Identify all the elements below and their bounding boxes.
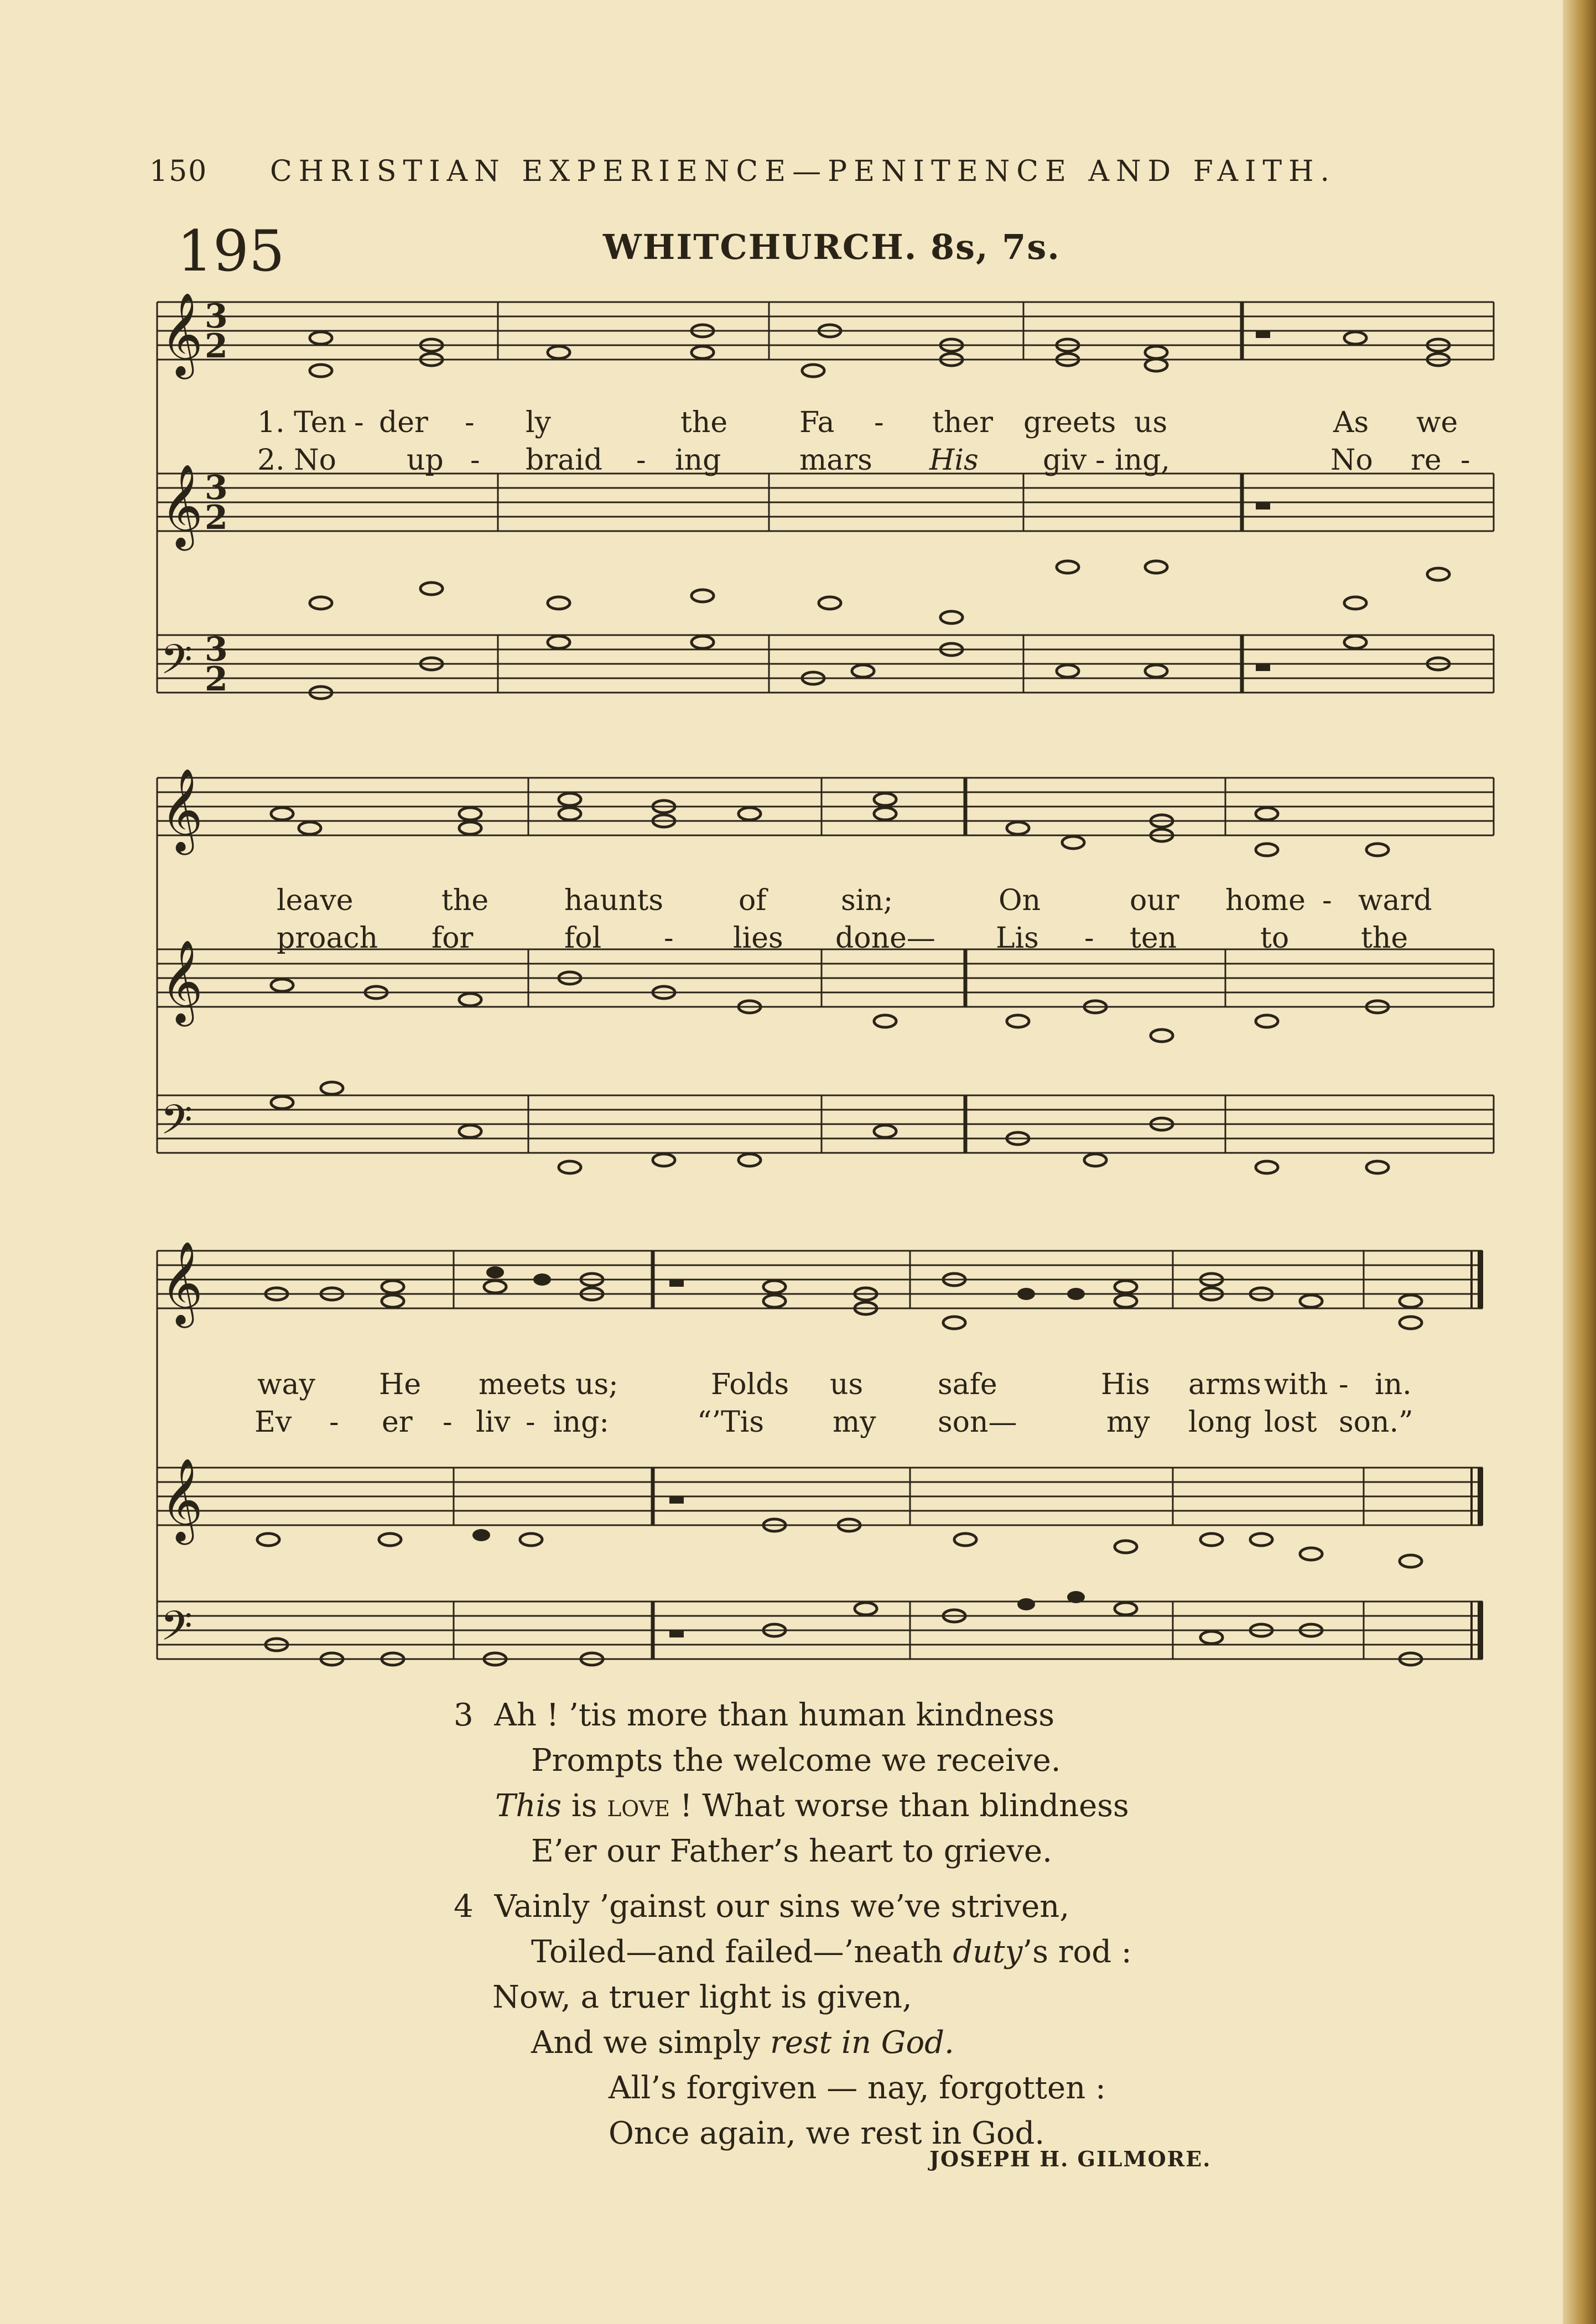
lyric: long	[1188, 1406, 1252, 1439]
svg-text:3: 3	[205, 297, 228, 336]
lyric: my	[1106, 1406, 1150, 1439]
lyric: -	[1095, 444, 1105, 477]
lyric: -	[1339, 1368, 1349, 1401]
lyric: the	[441, 884, 489, 917]
lyric: -	[1084, 922, 1094, 955]
svg-text:𝄞: 𝄞	[160, 1457, 203, 1541]
lyric: der	[379, 406, 428, 439]
svg-text:𝄢: 𝄢	[160, 636, 193, 694]
lyric: He	[379, 1368, 422, 1401]
lyric: -	[664, 922, 674, 955]
lyric: son.”	[1339, 1406, 1413, 1439]
lyric: leave	[277, 884, 353, 917]
svg-text:𝄞: 𝄞	[160, 292, 203, 376]
lyric: safe	[938, 1368, 997, 1401]
verse-text: Ah ! ’tis more than human kindness	[494, 1697, 1055, 1733]
lyric: our	[1130, 884, 1179, 917]
verse-text: ! What worse than blindness	[670, 1788, 1129, 1824]
verse-text-italic: rest in God.	[770, 2025, 954, 2061]
lyric: -	[1322, 884, 1332, 917]
svg-text:2: 2	[205, 327, 228, 366]
verse-line	[454, 1693, 1132, 1738]
verse-line	[495, 1784, 1132, 1829]
lyric: ing,	[1115, 444, 1170, 477]
svg-text:𝄞: 𝄞	[160, 463, 203, 547]
svg-text:𝄞: 𝄞	[160, 939, 203, 1023]
lyric: re	[1411, 444, 1442, 477]
verse-text: Toiled—and failed—’neath	[531, 1934, 953, 1970]
svg-text:𝄞: 𝄞	[160, 767, 203, 851]
lyric: -	[443, 1406, 453, 1439]
svg-text:2: 2	[205, 660, 228, 699]
lyric: 2. No	[257, 444, 336, 477]
lyric: the	[1361, 922, 1408, 955]
music-system-3	[149, 1236, 1499, 1690]
lyric: giv	[1043, 444, 1087, 477]
lyric: Ev	[254, 1406, 292, 1439]
verse-text: is	[562, 1788, 607, 1824]
verse-text: ’s rod :	[1022, 1934, 1132, 1970]
page-number: 150	[149, 155, 208, 188]
staff-graphic	[149, 288, 1499, 719]
svg-text:2: 2	[205, 498, 228, 537]
staff-graphic	[149, 763, 1499, 1195]
lyric: As	[1333, 406, 1369, 439]
verse-line: Now, a truer light is given,	[492, 1979, 912, 2015]
lyric: ten	[1130, 922, 1177, 955]
svg-text:𝄞: 𝄞	[160, 1240, 203, 1324]
lyric: mars	[799, 444, 872, 477]
lyric: ing:	[553, 1406, 609, 1439]
lyric: -	[329, 1406, 339, 1439]
lyric: of	[739, 884, 767, 917]
verse-text-smallcaps: love	[607, 1788, 670, 1824]
lyric: we	[1416, 406, 1458, 439]
lyric: us	[830, 1368, 864, 1401]
running-title: CHRISTIAN EXPERIENCE—PENITENCE AND FAITH.	[270, 155, 1336, 188]
lyric: No	[1330, 444, 1373, 477]
lyric: 1. Ten	[257, 406, 347, 439]
lyric: to	[1260, 922, 1290, 955]
svg-text:3: 3	[205, 469, 228, 507]
lyric: -	[1460, 444, 1470, 477]
verse-line: Prompts the welcome we receive.	[531, 1743, 1061, 1779]
lyric: On	[999, 884, 1041, 917]
lyric: -	[526, 1406, 536, 1439]
additional-verses	[454, 1693, 1132, 2156]
lyric: ly	[526, 406, 552, 439]
lyric: in.	[1375, 1368, 1412, 1401]
lyric: sin;	[841, 884, 893, 917]
hymn-number: 195	[177, 219, 285, 284]
verse-line	[531, 1930, 1132, 1975]
lyric: way	[257, 1368, 315, 1401]
verse-number: 4	[454, 1889, 474, 1925]
lyric: His	[1101, 1368, 1150, 1401]
lyric: the	[680, 406, 728, 439]
svg-text:𝄢: 𝄢	[160, 1602, 193, 1660]
lyric: -	[465, 406, 475, 439]
verse-line	[531, 2020, 1132, 2066]
lyric: up	[407, 444, 444, 477]
lyric: proach	[277, 922, 378, 955]
lyric: meets us;	[479, 1368, 618, 1401]
lyric: for	[432, 922, 474, 955]
lyric: with	[1264, 1368, 1328, 1401]
lyric: done—	[835, 922, 935, 955]
lyric: -	[636, 444, 646, 477]
lyric: His	[929, 444, 979, 477]
tune-title: WHITCHURCH. 8s, 7s.	[603, 227, 1060, 267]
lyric: lies	[733, 922, 783, 955]
verse-line: Once again, we rest in God.	[609, 2115, 1045, 2151]
page-edge	[1563, 0, 1596, 2324]
svg-text:3: 3	[205, 630, 228, 669]
lyric: “’Tis	[697, 1406, 765, 1439]
lyric: Lis	[996, 922, 1039, 955]
verse-line: All’s forgiven — nay, forgotten :	[609, 2070, 1106, 2106]
lyric: ing	[675, 444, 721, 477]
verse-number: 3	[454, 1697, 474, 1733]
lyric: er	[382, 1406, 413, 1439]
verse-line	[454, 1884, 1132, 1930]
verse-text: And we simply	[531, 2025, 770, 2061]
lyric: Fa	[799, 406, 835, 439]
verse-text-italic: duty	[953, 1934, 1023, 1970]
lyric: braid	[526, 444, 603, 477]
lyric: fol	[564, 922, 602, 955]
staff-graphic	[149, 1236, 1499, 1690]
lyric: ther	[932, 406, 994, 439]
verse-text-italic: This	[495, 1788, 562, 1824]
lyric: ward	[1358, 884, 1432, 917]
page-header	[149, 155, 1438, 194]
lyric: Folds	[711, 1368, 789, 1401]
verse-line: E’er our Father’s heart to grieve.	[531, 1833, 1052, 1869]
lyric: greets	[1023, 406, 1116, 439]
lyric: -	[354, 406, 364, 439]
lyric: arms	[1188, 1368, 1261, 1401]
music-system-2	[149, 763, 1499, 1195]
lyric: haunts	[564, 884, 664, 917]
lyric: liv	[476, 1406, 511, 1439]
lyric: us	[1134, 406, 1168, 439]
lyric: home	[1225, 884, 1306, 917]
lyric: -	[874, 406, 884, 439]
svg-text:𝄢: 𝄢	[160, 1096, 193, 1154]
music-system-1	[149, 288, 1499, 719]
lyric: my	[833, 1406, 876, 1439]
verse-text: Vainly ’gainst our sins we’ve striven,	[494, 1889, 1070, 1925]
lyric: lost	[1264, 1406, 1317, 1439]
lyric: -	[470, 444, 480, 477]
lyric: son—	[938, 1406, 1017, 1439]
author-credit: JOSEPH H. GILMORE.	[929, 2146, 1212, 2171]
